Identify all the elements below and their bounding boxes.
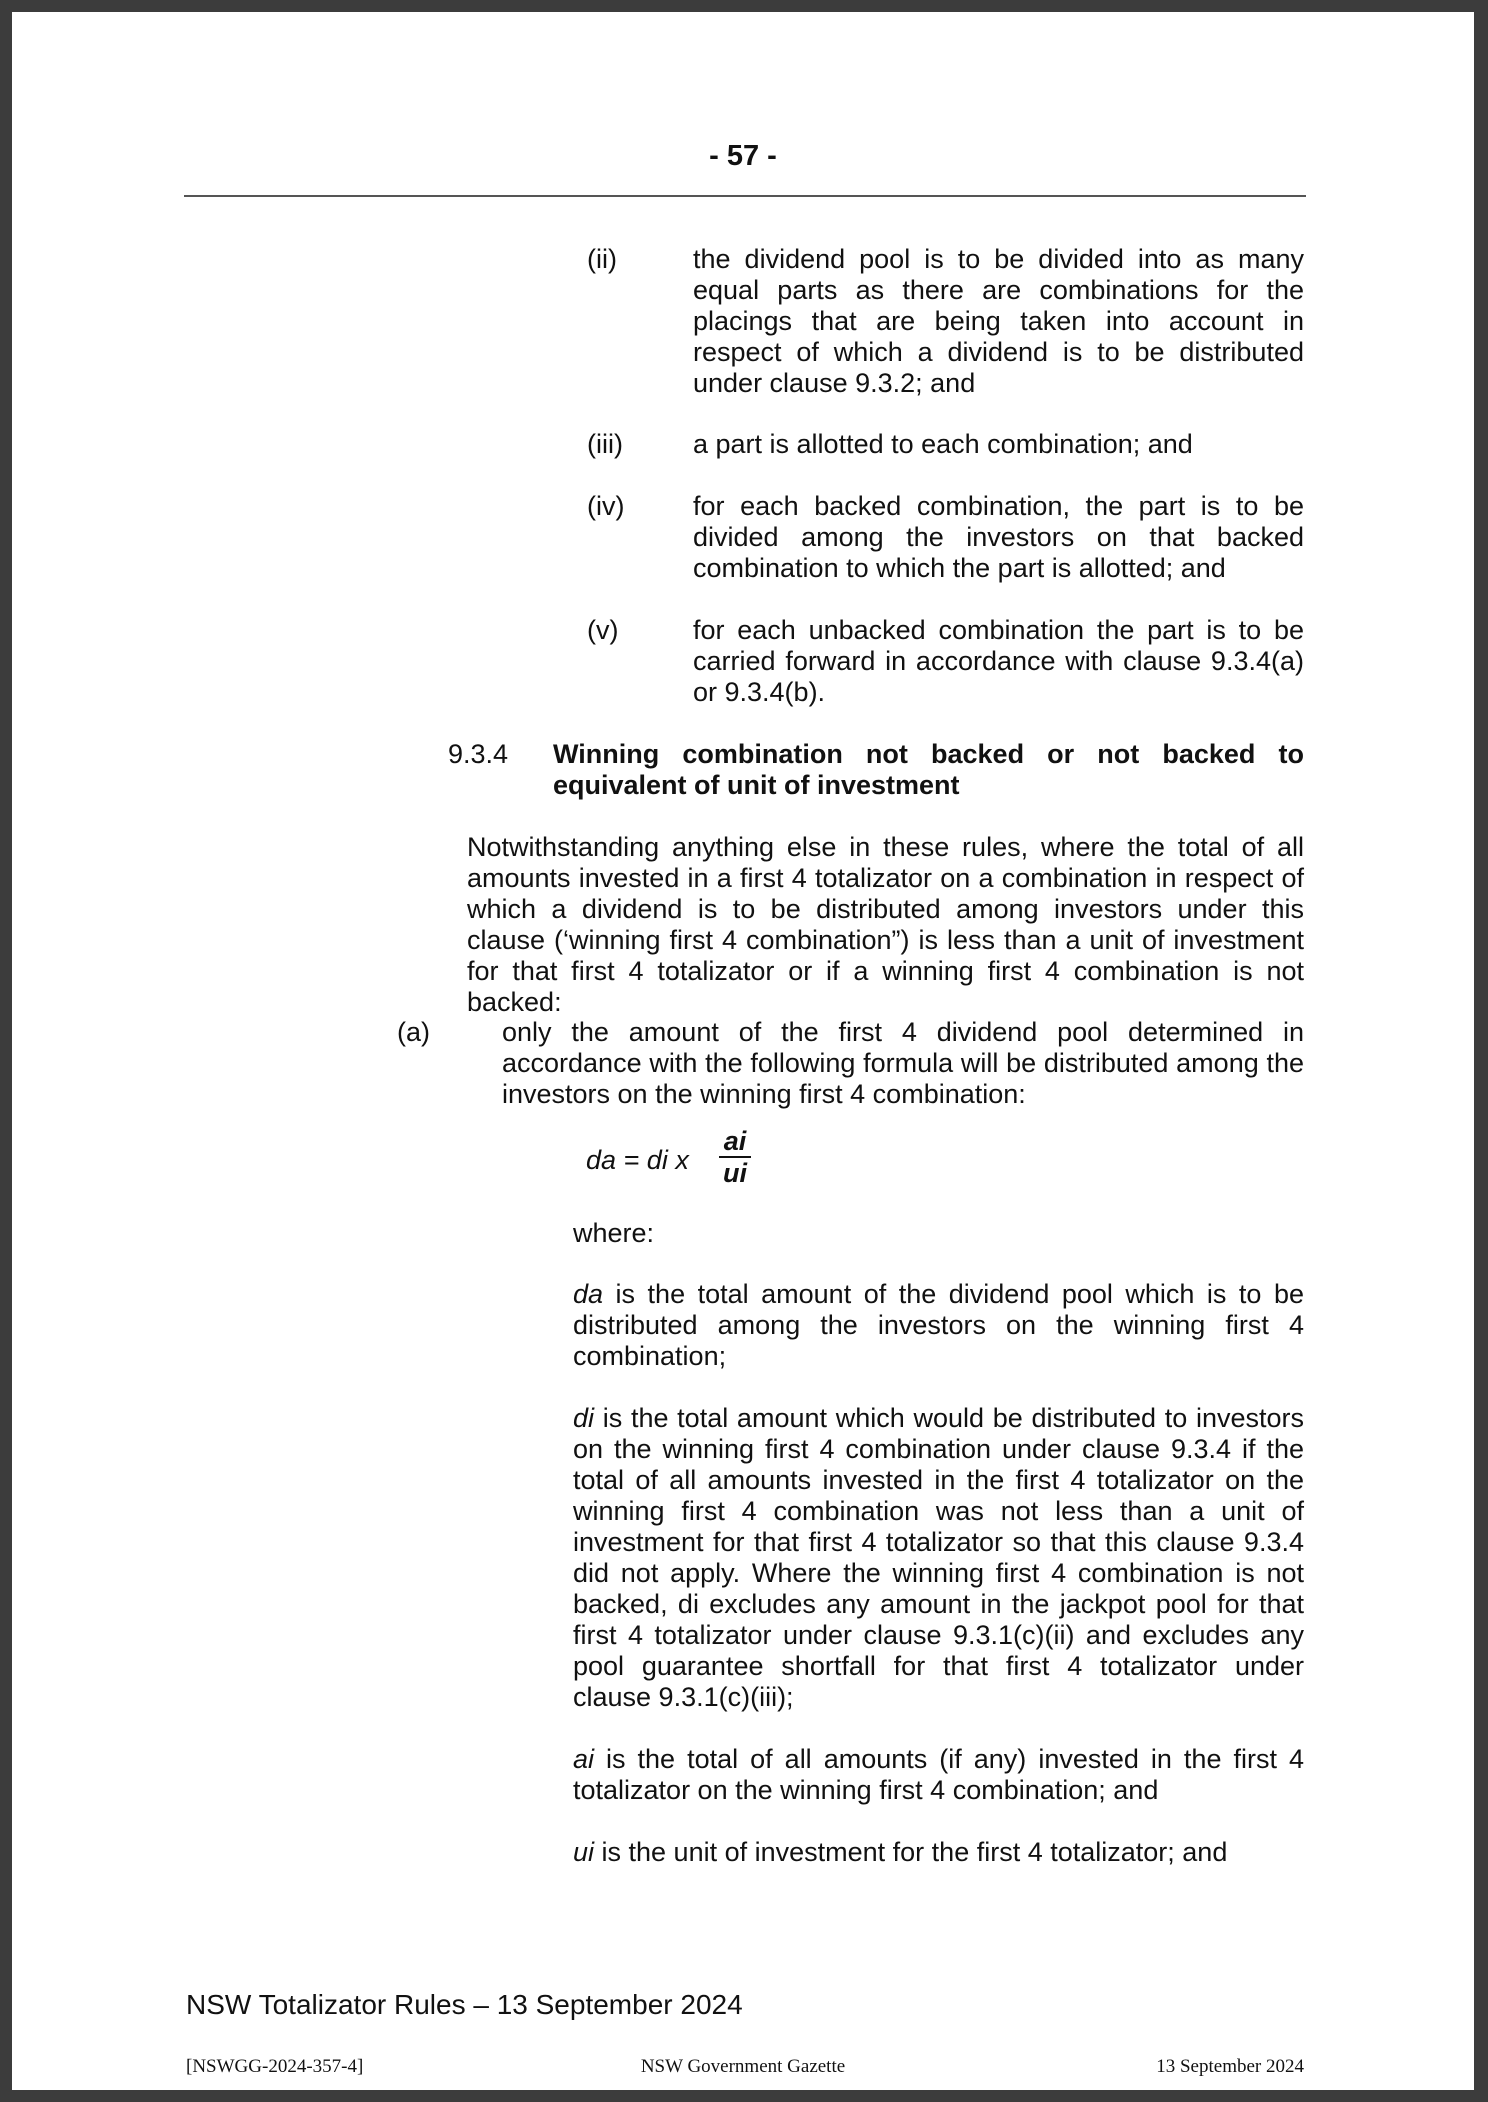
definition-term: ui	[573, 1837, 595, 1867]
list-item-label: (v)	[587, 615, 619, 645]
clause-number: 9.3.4	[448, 739, 509, 769]
list-item-label: (iv)	[587, 491, 625, 521]
definition-text: is the unit of investment for the first 4 totalizator; and	[594, 1837, 1228, 1867]
definition-text: is the total amount of the dividend pool which is to be distributed among the investors on the winning first 4 combination;	[573, 1279, 1304, 1371]
definition-ai	[573, 1744, 1304, 1806]
list-item-text: for each backed combination, the part is to be divided among the investors on that backed combination to which the part is allotted; and	[693, 491, 1304, 583]
definition-term: da	[573, 1279, 604, 1309]
gazette-name: NSW Government Gazette	[640, 2056, 846, 2077]
formula-denominator: ui	[723, 1158, 747, 1188]
page-number: - 57 -	[709, 140, 777, 172]
list-item-text: a part is allotted to each combination; and	[693, 429, 1193, 459]
definition-term: di	[573, 1403, 595, 1433]
clause-intro: Notwithstanding anything else in these rules, where the total of all amounts invested in a first 4 totalizator on a combination in respect of which a dividend is to be distributed among investors under this clause (‘winning first 4 combination”) is less than a unit of investment for that first 4 totalizator or if a winning first 4 combination is not backed:	[467, 832, 1304, 1017]
gazette-date: 13 September 2024	[1156, 2056, 1304, 2077]
subclause-label: (a)	[397, 1017, 430, 1047]
definition-di	[573, 1403, 1304, 1713]
header-rule	[184, 195, 1306, 197]
list-item-label: (iii)	[587, 429, 623, 459]
list-item-text: the dividend pool is to be divided into as many equal parts as there are combinations for the placings that are being taken into account in respect of which a dividend is to be distributed under clause 9.3.2; and	[693, 244, 1304, 398]
gazette-reference: [NSWGG-2024-357-4]	[186, 2056, 364, 2077]
footer-title: NSW Totalizator Rules – 13 September 2024	[186, 1989, 743, 2020]
definition-da	[573, 1279, 1304, 1372]
definition-text: is the total amount which would be distributed to investors on the winning first 4 combination under clause 9.3.4 if the total of all amounts invested in the first 4 totalizator on the winning first 4 combination was not less than a unit of investment for that first 4 totalizator so that this clause 9.3.4 did not apply. Where the winning first 4 combination is not backed, di excludes any amount in the jackpot pool for that first 4 totalizator under clause 9.3.1(c)(ii) and excludes any pool guarantee shortfall for that first 4 totalizator under clause 9.3.1(c)(iii);	[573, 1403, 1304, 1712]
definition-term: ai	[573, 1744, 595, 1774]
subclause-text: only the amount of the first 4 dividend pool determined in accordance with the following formula will be distributed among the investors on the winning first 4 combination:	[502, 1017, 1304, 1109]
definition-text: is the total of all amounts (if any) invested in the first 4 totalizator on the winning first 4 combination; and	[573, 1744, 1304, 1805]
definition-ui	[573, 1837, 1304, 1868]
formula-numerator: ai	[723, 1126, 747, 1156]
formula-lhs: da = di x	[586, 1145, 689, 1175]
clause-heading: Winning combination not backed or not backed to equivalent of unit of investment	[553, 739, 1304, 800]
list-item-label: (ii)	[587, 244, 617, 274]
document-page	[12, 12, 1474, 2090]
where-label: where:	[573, 1218, 655, 1248]
list-item-text: for each unbacked combination the part is to be carried forward in accordance with clause 9.3.4(a) or 9.3.4(b).	[693, 615, 1304, 707]
